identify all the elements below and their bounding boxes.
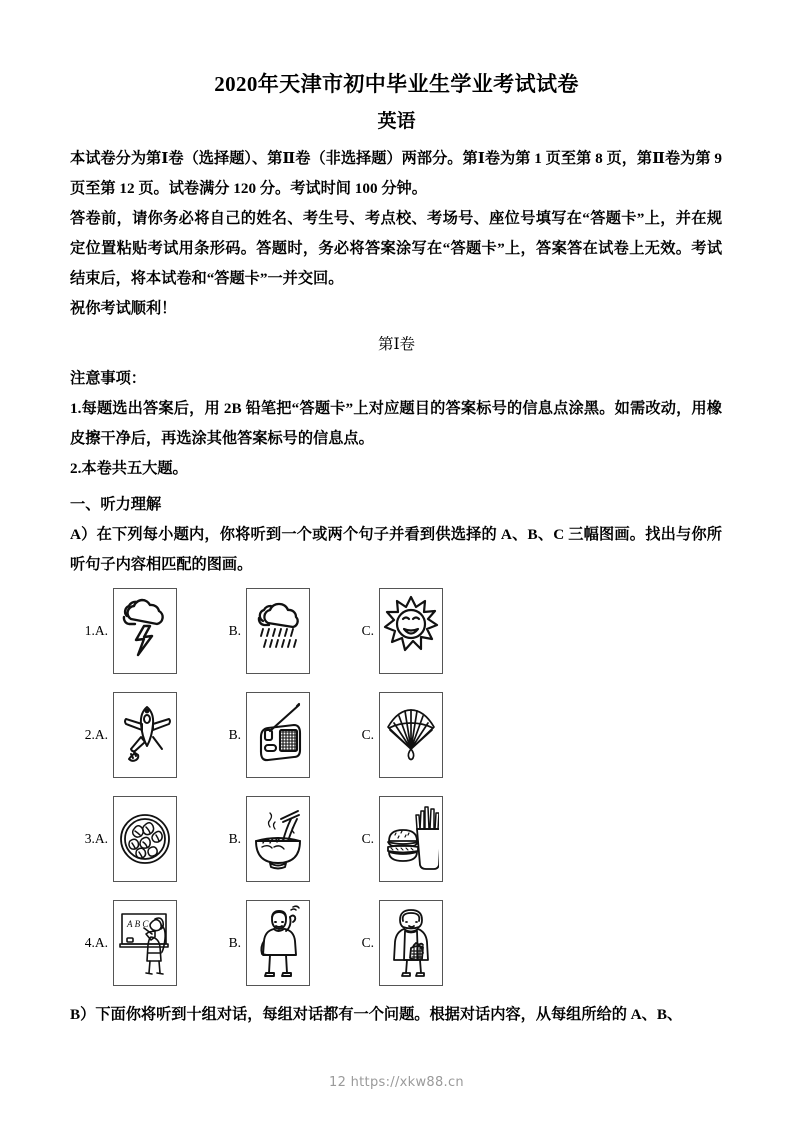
- instruction-part-b: B）下面你将听到十组对话，每组对话都有一个问题。根据对话内容，从每组所给的 A、B、: [70, 1006, 683, 1023]
- rain-cloud-icon: [250, 593, 306, 669]
- option-cell-1b[interactable]: [211, 588, 310, 674]
- notes-title: 注意事项：: [70, 370, 146, 387]
- burger-fries-icon: [383, 801, 439, 877]
- option-cell-3b[interactable]: [211, 796, 310, 882]
- option-label: 1.A.: [84, 623, 108, 638]
- subject-title: 英语: [377, 111, 416, 132]
- option-cell-4b[interactable]: [211, 900, 310, 986]
- option-image-box[interactable]: [379, 588, 443, 674]
- option-image-box[interactable]: [113, 588, 177, 674]
- radio-icon: [250, 697, 306, 773]
- option-cell-1c[interactable]: [344, 588, 443, 674]
- option-cell-2a[interactable]: [78, 692, 177, 778]
- picture-question-row: [70, 900, 722, 1004]
- picture-question-row: [70, 796, 722, 900]
- page-footer-watermark: 12 https://xkw88.cn: [329, 1075, 464, 1090]
- option-cell-3c[interactable]: [344, 796, 443, 882]
- option-image-box[interactable]: [379, 692, 443, 778]
- person-with-basket-icon: [383, 905, 439, 981]
- note-item-2: 2.本卷共五大题。: [70, 460, 188, 477]
- option-label: B.: [228, 831, 241, 846]
- option-image-box[interactable]: [113, 796, 177, 882]
- listening-section-title: 一、听力理解: [70, 496, 162, 513]
- option-cell-4c[interactable]: [344, 900, 443, 986]
- option-label: C.: [361, 935, 374, 950]
- instruction-part-b-block: [70, 1000, 722, 1030]
- option-image-box[interactable]: [246, 588, 310, 674]
- option-label: 3.A.: [84, 831, 108, 846]
- svg-text:A B C: A B C: [127, 919, 149, 929]
- option-cell-3a[interactable]: [78, 796, 177, 882]
- part-one-heading: 第Ⅰ卷: [377, 336, 416, 353]
- folding-fan-icon: [383, 697, 439, 773]
- notes-section: [70, 364, 722, 484]
- option-image-box[interactable]: [379, 900, 443, 986]
- lightning-bolt-icon: [136, 626, 152, 655]
- intro-paragraphs: [70, 144, 722, 324]
- toy-airplane-icon: [117, 697, 173, 773]
- intro-paragraph-1: 本试卷分为第Ⅰ卷（选择题）、第Ⅱ卷（非选择题）两部分。第Ⅰ卷为第 1 页至第 8 页，第Ⅱ卷为第 9 页至第 12 页。试卷满分 120 分。考试时间 100 分钟。: [70, 150, 722, 197]
- intro-paragraph-2: 答卷前，请你务必将自己的姓名、考生号、考点校、考场号、座位号填写在“答题卡”上，并在规定位置粘贴考试用条形码。答题时，务必将答案涂写在“答题卡”上，答案答在试卷上无效。考试结束后，将本试卷和“答题卡”一并交回。: [70, 210, 722, 287]
- picture-question-row: [70, 692, 722, 796]
- instruction-part-a: A）在下列每小题内，你将听到一个或两个句子并看到供选择的 A、B、C 三幅图画。找出与你所听句子内容相匹配的图画。: [70, 526, 722, 573]
- option-label: B.: [228, 727, 241, 742]
- option-image-box[interactable]: [246, 900, 310, 986]
- option-label: C.: [361, 623, 374, 638]
- listening-section: [70, 490, 722, 580]
- noodle-bowl-icon: [250, 801, 306, 877]
- option-cell-2c[interactable]: [344, 692, 443, 778]
- page-title: 2020年天津市初中毕业生学业考试试卷: [214, 72, 579, 96]
- option-image-box[interactable]: [246, 796, 310, 882]
- dumplings-plate-icon: [117, 801, 173, 877]
- person-waving-icon: [250, 905, 306, 981]
- option-label: C.: [361, 831, 374, 846]
- option-label: B.: [228, 623, 241, 638]
- picture-question-row: [70, 588, 722, 692]
- option-cell-1a[interactable]: [78, 588, 177, 674]
- option-cell-2b[interactable]: [211, 692, 310, 778]
- teacher-blackboard-icon: [117, 905, 173, 981]
- intro-paragraph-3: 祝你考试顺利！: [70, 300, 177, 317]
- option-cell-4a[interactable]: [78, 900, 177, 986]
- option-label: 2.A.: [84, 727, 108, 742]
- thunderstorm-cloud-icon: [117, 593, 173, 669]
- note-item-1: 1.每题选出答案后，用 2B 铅笔把“答题卡”上对应题目的答案标号的信息点涂黑。如需改动，用橡皮擦干净后，再选涂其他答案标号的信息点。: [70, 400, 722, 447]
- option-label: C.: [361, 727, 374, 742]
- option-image-box[interactable]: [379, 796, 443, 882]
- option-label: 4.A.: [84, 935, 108, 950]
- smiling-sun-icon: [383, 593, 439, 669]
- picture-question-grid: [70, 588, 722, 1004]
- option-image-box[interactable]: [113, 692, 177, 778]
- option-label: B.: [228, 935, 241, 950]
- option-image-box[interactable]: [113, 900, 177, 986]
- option-image-box[interactable]: [246, 692, 310, 778]
